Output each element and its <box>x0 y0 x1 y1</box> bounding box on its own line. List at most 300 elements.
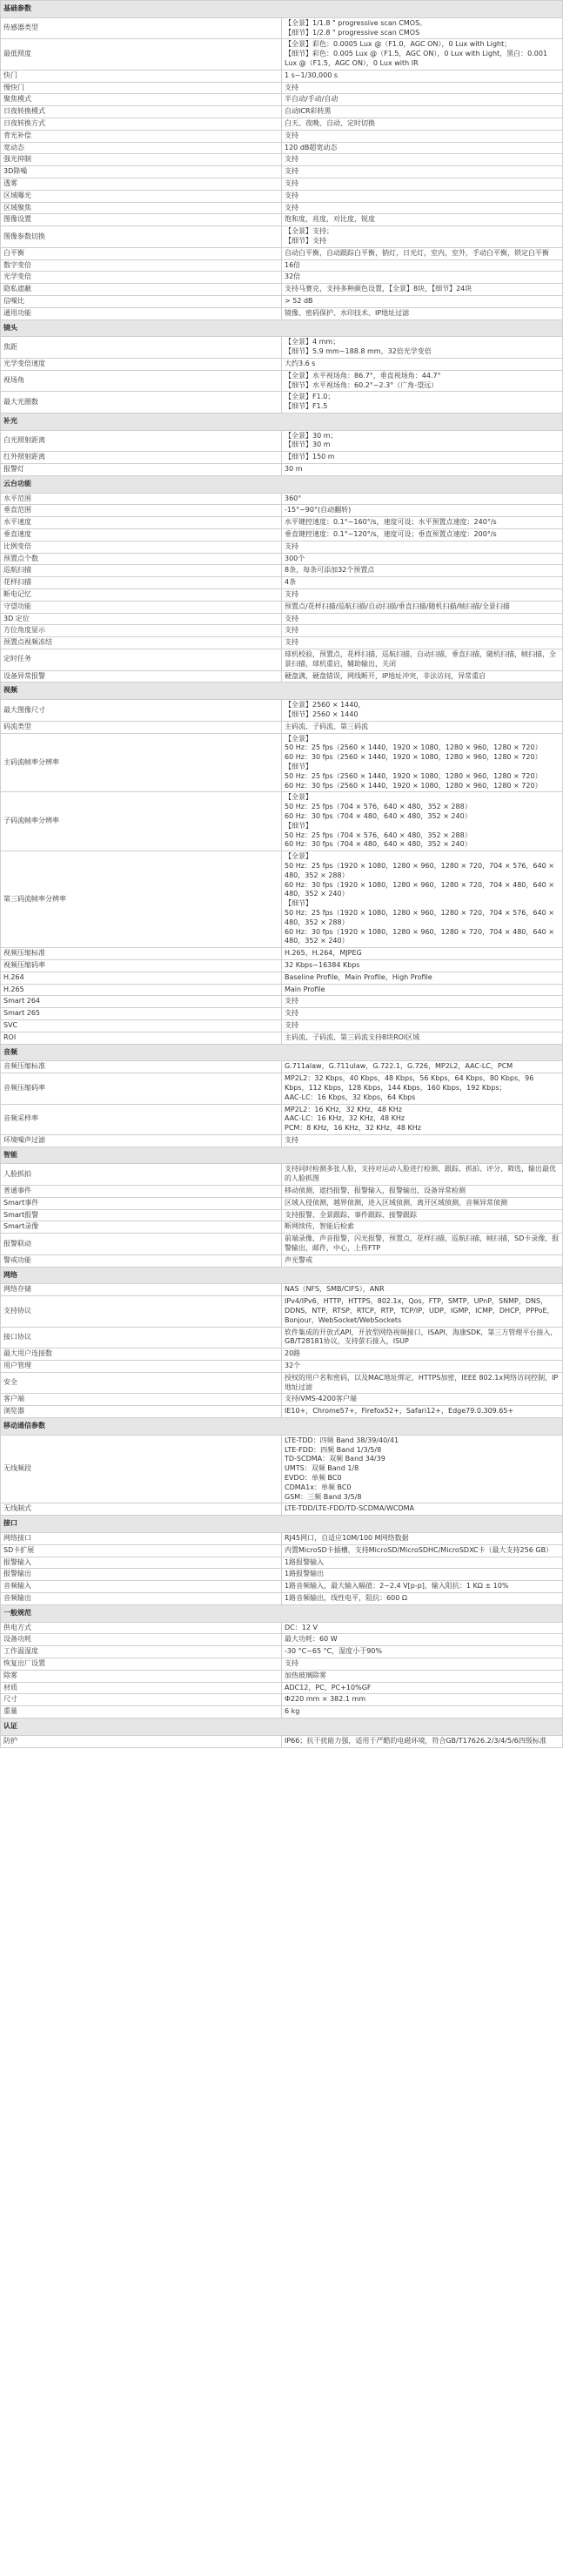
spec-value-line: ADC12，PC，PC+10%GF <box>285 1683 372 1692</box>
spec-value-line: 【细节】30 m <box>285 441 331 449</box>
spec-row <box>1 118 563 130</box>
spec-value-line: 【全景】F1.0； <box>285 393 335 401</box>
spec-value <box>282 1706 563 1718</box>
spec-value-line: 支持 <box>285 1009 298 1018</box>
spec-row <box>1 851 563 948</box>
spec-label: 最大光圈数 <box>1 392 282 414</box>
spec-label: 视场角 <box>1 370 282 392</box>
spec-row <box>1 1694 563 1706</box>
spec-value-line: TD-SCDMA：双频 Band 34/39 <box>285 1455 385 1463</box>
spec-label: 最低照度 <box>1 39 282 70</box>
spec-value-line: 4条 <box>285 578 297 587</box>
spec-label: 方位角度显示 <box>1 625 282 637</box>
spec-value <box>282 529 563 541</box>
spec-value <box>282 1622 563 1634</box>
spec-value-line: 支持 <box>285 590 298 599</box>
spec-value <box>282 17 563 39</box>
spec-row <box>1 670 563 683</box>
section-header-row <box>1 1 563 18</box>
spec-label: 音频压缩码率 <box>1 1073 282 1104</box>
spec-value-line: 【细节】彩色：0.005 Lux @（F1.5，AGC ON），0 Lux with Light，黑白：0.001 Lux @（F1.5，AGC ON），0 Lux with IR <box>285 50 548 67</box>
spec-value <box>282 1296 563 1327</box>
spec-value <box>282 1435 563 1503</box>
spec-value-line: 【全景】30 m； <box>285 431 338 440</box>
spec-value <box>282 295 563 307</box>
spec-value-line: 【细节】支持 <box>285 236 326 245</box>
spec-value <box>282 1532 563 1544</box>
spec-row <box>1 284 563 296</box>
spec-row <box>1 272 563 284</box>
spec-value <box>282 1361 563 1373</box>
spec-value <box>282 1061 563 1073</box>
spec-value-line: 支持 <box>285 1658 298 1667</box>
spec-row <box>1 972 563 984</box>
spec-value-line: 支持 <box>285 614 298 622</box>
spec-row <box>1 1296 563 1327</box>
spec-value-line: UMTS：双频 Band 1/8 <box>285 1464 359 1473</box>
spec-row <box>1 948 563 960</box>
spec-row <box>1 166 563 178</box>
spec-value-line: LTE-TDD：四频 Band 38/39/40/41 <box>285 1436 399 1444</box>
spec-label: 比例变倍 <box>1 541 282 553</box>
spec-label: 人脸抓拍 <box>1 1164 282 1186</box>
spec-value <box>282 948 563 960</box>
spec-label: 最大图像尺寸 <box>1 700 282 722</box>
spec-label: 预置点视频冻结 <box>1 637 282 649</box>
spec-row <box>1 1532 563 1544</box>
spec-row <box>1 1735 563 1747</box>
spec-value-line: CDMA1x：单频 BC0 <box>285 1483 352 1491</box>
spec-value-line: 【细节】150 m <box>285 453 335 461</box>
spec-value <box>282 1592 563 1604</box>
spec-value-line: 50 Hz：25 fps（1920 × 1080，1280 × 960，1280 × 720，704 × 576，640 × 480，352 × 288） <box>285 861 554 879</box>
spec-label: 报警灯 <box>1 464 282 476</box>
section-title: 补光 <box>1 413 563 430</box>
spec-value-line: 【全景】2560 × 1440， <box>285 701 365 710</box>
spec-value <box>282 82 563 94</box>
spec-row <box>1 1706 563 1718</box>
spec-value-line: 【全景】 <box>285 734 312 743</box>
spec-value-line: 授权的用户名和密码，以及MAC地址绑定，HTTPS加密，IEEE 802.1x网络访问控制，IP地址过滤 <box>285 1373 559 1391</box>
spec-label: SD卡扩展 <box>1 1544 282 1557</box>
spec-value <box>282 106 563 118</box>
spec-value-line: 30 m <box>285 465 303 474</box>
spec-row <box>1 959 563 972</box>
spec-label: 音频输入 <box>1 1581 282 1593</box>
spec-value <box>282 247 563 259</box>
spec-value <box>282 142 563 154</box>
spec-row <box>1 721 563 733</box>
spec-value-line: 自动白平衡，自动跟踪白平衡，钠灯，日光灯，室内，室外，手动白平衡，锁定白平衡 <box>285 248 549 257</box>
spec-label: 白光照射距离 <box>1 430 282 452</box>
spec-value-line: 支持 <box>285 626 298 635</box>
spec-value-line: 支持 <box>285 1020 298 1029</box>
spec-label: 图像参数切换 <box>1 226 282 248</box>
spec-value-line: Baseline Profile，Main Profile，High Profile <box>285 972 432 981</box>
spec-value-line: 移动侦测，遮挡报警，报警输入，报警输出，设备异常检测 <box>285 1187 466 1195</box>
spec-row <box>1 1372 563 1394</box>
spec-row <box>1 1234 563 1255</box>
spec-value-line: G.711alaw，G.711ulaw，G.722.1，G.726，MP2L2，AAC-LC，PCM <box>285 1062 513 1071</box>
spec-value <box>282 637 563 649</box>
spec-value-line: 【全景】4 mm； <box>285 338 340 346</box>
spec-value-line: 1路报警输出 <box>285 1570 325 1578</box>
spec-value-line: 6 kg <box>285 1707 300 1716</box>
spec-label: 预置点个数 <box>1 553 282 565</box>
spec-value <box>282 1284 563 1296</box>
spec-value-line: 【细节】 <box>285 821 312 830</box>
spec-row <box>1 337 563 359</box>
spec-row <box>1 214 563 226</box>
spec-value-line: 【全景】1/1.8 " progressive scan CMOS。 <box>285 18 427 27</box>
spec-row <box>1 792 563 851</box>
spec-value-line: 300个 <box>285 554 305 562</box>
spec-value <box>282 649 563 671</box>
spec-value <box>282 1394 563 1406</box>
spec-value <box>282 358 563 370</box>
spec-value-line: RJ45网口，自适应10M/100 M网络数据 <box>285 1533 409 1542</box>
spec-label: 环境噪声过滤 <box>1 1134 282 1147</box>
section-header-row <box>1 683 563 700</box>
spec-value <box>282 94 563 106</box>
spec-value-line: 水平键控速度：0.1°~160°/s，速度可设；水平预置点速度：240°/s <box>285 518 497 527</box>
spec-value <box>282 721 563 733</box>
spec-row <box>1 1569 563 1581</box>
spec-value-line: 1路音频输出，线性电平，阻抗：600 Ω <box>285 1593 408 1602</box>
section-header-row <box>1 1604 563 1622</box>
spec-label: 守望功能 <box>1 601 282 613</box>
spec-label: 第三码流帧率分辨率 <box>1 851 282 948</box>
spec-value <box>282 1134 563 1147</box>
spec-row <box>1 1646 563 1658</box>
spec-row <box>1 1670 563 1682</box>
spec-value <box>282 154 563 166</box>
spec-row <box>1 577 563 589</box>
spec-row <box>1 601 563 613</box>
spec-row <box>1 565 563 577</box>
spec-value <box>282 505 563 517</box>
spec-label: 垂直速度 <box>1 529 282 541</box>
spec-label: 通用功能 <box>1 307 282 319</box>
spec-value-line: 球机校验，预置点，花样扫描，巡航扫描，自动扫描，垂直扫描，随机扫描，帧扫描，全景扫描，球机重启，辅助输出，关闭 <box>285 650 556 668</box>
spec-value <box>282 370 563 392</box>
spec-value-line: 32个 <box>285 1362 301 1370</box>
spec-value-line: 加热玻璃除雾 <box>285 1671 326 1679</box>
spec-row <box>1 39 563 70</box>
spec-row <box>1 464 563 476</box>
spec-row <box>1 589 563 602</box>
spec-value-line: 断网续传，智能后检索 <box>285 1222 354 1231</box>
spec-label: 快门 <box>1 70 282 82</box>
spec-value-line: 32 Kbps~16384 Kbps <box>285 960 360 969</box>
spec-value-line: 60 Hz：30 fps（704 × 480，640 × 480，352 × 240） <box>285 840 472 849</box>
spec-label: 背光补偿 <box>1 130 282 142</box>
spec-value <box>282 202 563 214</box>
spec-label: 图像设置 <box>1 214 282 226</box>
spec-row <box>1 1361 563 1373</box>
spec-row <box>1 1544 563 1557</box>
spec-label: Smart 265 <box>1 1008 282 1020</box>
spec-value-line: Ф220 mm × 382.1 mm <box>285 1695 366 1704</box>
section-header-row <box>1 1147 563 1164</box>
spec-value <box>282 517 563 529</box>
spec-row <box>1 1073 563 1104</box>
section-header-row <box>1 413 563 430</box>
spec-value-line: 120 dB超宽动态 <box>285 143 338 151</box>
spec-value-line: 半自动/手动/自动 <box>285 95 338 104</box>
spec-label: 码流类型 <box>1 721 282 733</box>
spec-value-line: 20路 <box>285 1349 301 1358</box>
spec-value <box>282 464 563 476</box>
section-header-row <box>1 1044 563 1061</box>
spec-value <box>282 1735 563 1747</box>
spec-label: 客户端 <box>1 1394 282 1406</box>
section-header-row <box>1 1418 563 1436</box>
spec-value-line: 最大功耗：60 W <box>285 1635 338 1644</box>
spec-value-line: 支持报警、全景跟踪、事件跟踪、接警跟踪 <box>285 1210 417 1219</box>
spec-row <box>1 190 563 202</box>
spec-label: 数字变倍 <box>1 259 282 272</box>
spec-value-line: -30 °C~65 °C，湿度小于90% <box>285 1647 382 1656</box>
section-title: 网络 <box>1 1267 563 1284</box>
spec-label: 慢快门 <box>1 82 282 94</box>
spec-label: 3D 定位 <box>1 613 282 625</box>
spec-row <box>1 553 563 565</box>
spec-value-line: LTE-TDD/LTE-FDD/TD-SCDMA/WCDMA <box>285 1504 415 1513</box>
spec-label: 宽动态 <box>1 142 282 154</box>
spec-value-line: 360° <box>285 494 302 502</box>
spec-value-line: 【全景】水平视场角：86.7°，垂直视场角：44.7° <box>285 371 441 380</box>
section-header-row <box>1 475 563 493</box>
spec-value-line: IE10+，Chrome57+，Firefox52+，Safari12+，Edge79.0.309.65+ <box>285 1407 514 1416</box>
spec-value-line: 【细节】 <box>285 763 312 770</box>
spec-label: 强光抑制 <box>1 154 282 166</box>
spec-value <box>282 553 563 565</box>
spec-value-line: 【全景】支持； <box>285 227 333 236</box>
spec-label: 防护 <box>1 1735 282 1747</box>
spec-value-line: 【细节】 <box>285 899 312 908</box>
spec-value-line: 支持 <box>285 131 298 139</box>
spec-value <box>282 670 563 683</box>
section-title: 接口 <box>1 1516 563 1533</box>
spec-label: 区域曝光 <box>1 190 282 202</box>
spec-row <box>1 1622 563 1634</box>
spec-value-line: H.265，H.264，MJPEG <box>285 949 362 958</box>
section-header-row <box>1 319 563 337</box>
spec-value-line: 【细节】2560 × 1440 <box>285 710 359 719</box>
spec-row <box>1 517 563 529</box>
spec-label: 水平速度 <box>1 517 282 529</box>
spec-value <box>282 1349 563 1361</box>
section-title: 移动通信参数 <box>1 1418 563 1436</box>
spec-row <box>1 1349 563 1361</box>
section-header-row <box>1 1516 563 1533</box>
spec-value <box>282 1186 563 1198</box>
spec-value <box>282 226 563 248</box>
spec-row <box>1 94 563 106</box>
spec-value-line: GSM：三频 Band 3/5/8 <box>285 1492 362 1501</box>
spec-label: 光学变倍 <box>1 272 282 284</box>
spec-label: 用户管理 <box>1 1361 282 1373</box>
spec-value <box>282 1019 563 1032</box>
spec-row <box>1 1406 563 1418</box>
spec-label: 3D降噪 <box>1 166 282 178</box>
spec-label: 巡航扫描 <box>1 565 282 577</box>
spec-value <box>282 118 563 130</box>
spec-label: 工作温湿度 <box>1 1646 282 1658</box>
spec-label: 日夜转换方式 <box>1 118 282 130</box>
spec-value-line: 支持 <box>285 997 298 1006</box>
spec-value-line: 声光警戒 <box>285 1255 312 1264</box>
spec-row <box>1 1032 563 1044</box>
spec-value <box>282 1670 563 1682</box>
spec-value-line: 支持 <box>285 167 298 176</box>
spec-value <box>282 1544 563 1557</box>
spec-row <box>1 226 563 248</box>
spec-value <box>282 1646 563 1658</box>
spec-value <box>282 1581 563 1593</box>
spec-row <box>1 430 563 452</box>
spec-value <box>282 541 563 553</box>
spec-row <box>1 154 563 166</box>
spec-row <box>1 1008 563 1020</box>
spec-value <box>282 190 563 202</box>
spec-label: 设备异常报警 <box>1 670 282 683</box>
spec-value-line: 自动ICR彩转黑 <box>285 107 332 116</box>
spec-value-line: 60 Hz：30 fps（1920 × 1080，1280 × 960，1280 × 720，704 × 480，640 × 480，352 × 240） <box>285 880 554 898</box>
spec-value-line: 【细节】1/2.8 " progressive scan CMOS <box>285 28 420 37</box>
spec-value <box>282 1372 563 1394</box>
spec-value-line: 【全景】 <box>285 852 312 861</box>
spec-row <box>1 1634 563 1646</box>
spec-label: 日夜转换模式 <box>1 106 282 118</box>
spec-label: 音频采样率 <box>1 1104 282 1134</box>
spec-value-line: 支持 <box>285 191 298 199</box>
spec-label: 恢复出厂设置 <box>1 1658 282 1670</box>
spec-row <box>1 529 563 541</box>
spec-label: 定时任务 <box>1 649 282 671</box>
spec-value <box>282 1073 563 1104</box>
spec-label: SVC <box>1 1019 282 1032</box>
spec-value <box>282 337 563 359</box>
spec-value <box>282 577 563 589</box>
spec-row <box>1 17 563 39</box>
section-title: 云台功能 <box>1 475 563 493</box>
spec-value-line: 50 Hz：25 fps（2560 × 1440，1920 × 1080，1280 × 960，1280 × 720） <box>285 771 542 780</box>
spec-value-line: 32倍 <box>285 272 301 281</box>
spec-row <box>1 1061 563 1073</box>
spec-row <box>1 358 563 370</box>
spec-value <box>282 178 563 190</box>
spec-value <box>282 166 563 178</box>
spec-value <box>282 39 563 70</box>
section-title: 认证 <box>1 1718 563 1735</box>
spec-value-line: 【全景】彩色：0.0005 Lux @（F1.0，AGC ON），0 Lux with Light； <box>285 40 512 49</box>
spec-row <box>1 996 563 1008</box>
spec-row <box>1 1186 563 1198</box>
spec-value <box>282 1634 563 1646</box>
spec-label: 无线频段 <box>1 1435 282 1503</box>
spec-value <box>282 452 563 464</box>
spec-row <box>1 70 563 82</box>
spec-label: Smart报警 <box>1 1209 282 1221</box>
spec-value-line: 支持 <box>285 178 298 187</box>
spec-value-line: AAC-LC：16 Kbps，32 Kbps，64 Kbps <box>285 1093 416 1101</box>
spec-row <box>1 370 563 392</box>
spec-label: 隐私遮蔽 <box>1 284 282 296</box>
spec-row <box>1 1592 563 1604</box>
spec-value-line: 50 Hz：25 fps（704 × 576，640 × 480，352 × 288） <box>285 831 472 839</box>
spec-value-line: 50 Hz：25 fps（1920 × 1080，1280 × 960，1280 × 720，704 × 576，640 × 480，352 × 288） <box>285 908 554 926</box>
spec-value <box>282 1406 563 1418</box>
spec-value-line: LTE-FDD：四频 Band 1/3/5/8 <box>285 1445 382 1454</box>
spec-value <box>282 259 563 272</box>
spec-value <box>282 984 563 996</box>
spec-value-line: 【全景】 <box>285 793 312 802</box>
spec-label: 水平范围 <box>1 493 282 505</box>
spec-value-line: 支持 <box>285 203 298 212</box>
spec-value-line: 支持 <box>285 638 298 647</box>
spec-row <box>1 1019 563 1032</box>
spec-value <box>282 1503 563 1516</box>
spec-label: 安全 <box>1 1372 282 1394</box>
spec-value-line: 支持 <box>285 155 298 164</box>
spec-label: 主码流帧率分辨率 <box>1 733 282 792</box>
spec-row <box>1 541 563 553</box>
spec-row <box>1 1682 563 1694</box>
spec-value <box>282 1164 563 1186</box>
spec-value <box>282 996 563 1008</box>
spec-value <box>282 1557 563 1569</box>
spec-value <box>282 272 563 284</box>
spec-label: 视频压缩标准 <box>1 948 282 960</box>
spec-row <box>1 613 563 625</box>
spec-value-line: > 52 dB <box>285 296 313 305</box>
spec-value <box>282 792 563 851</box>
spec-value-line: 饱和度，亮度，对比度，锐度 <box>285 215 375 224</box>
spec-value <box>282 214 563 226</box>
section-title: 镜头 <box>1 319 563 337</box>
spec-row <box>1 392 563 414</box>
spec-row <box>1 82 563 94</box>
spec-value <box>282 565 563 577</box>
spec-value-line: 【细节】水平视场角：60.2°~2.3°（广角-望远） <box>285 380 439 389</box>
section-title: 智能 <box>1 1147 563 1164</box>
spec-row <box>1 202 563 214</box>
spec-label: 无线制式 <box>1 1503 282 1516</box>
spec-value-line: 50 Hz：25 fps（704 × 576，640 × 480，352 × 288） <box>285 803 472 811</box>
spec-label: 普通事件 <box>1 1186 282 1198</box>
spec-value-line: 60 Hz：30 fps（1920 × 1080，1280 × 960，1280 × 720，704 × 480，640 × 480，352 × 240） <box>285 927 554 945</box>
spec-label: 区域聚焦 <box>1 202 282 214</box>
spec-label: 视频压缩码率 <box>1 959 282 972</box>
spec-row <box>1 1164 563 1186</box>
spec-label: 信噪比 <box>1 295 282 307</box>
spec-row <box>1 637 563 649</box>
spec-label: 尺寸 <box>1 1694 282 1706</box>
spec-row <box>1 1104 563 1134</box>
spec-row <box>1 1503 563 1516</box>
spec-value <box>282 613 563 625</box>
spec-label: 透雾 <box>1 178 282 190</box>
spec-row <box>1 247 563 259</box>
spec-label: 网络接口 <box>1 1532 282 1544</box>
spec-value <box>282 1682 563 1694</box>
spec-label: Smart录像 <box>1 1221 282 1234</box>
spec-value-line: 支持iVMS-4200客户端 <box>285 1395 357 1403</box>
spec-value-line: 预置点/花样扫描/巡航扫描/自动扫描/垂直扫描/随机扫描/帧扫描/全景扫描 <box>285 602 510 610</box>
spec-value-line: EVDO：单频 BC0 <box>285 1474 342 1482</box>
